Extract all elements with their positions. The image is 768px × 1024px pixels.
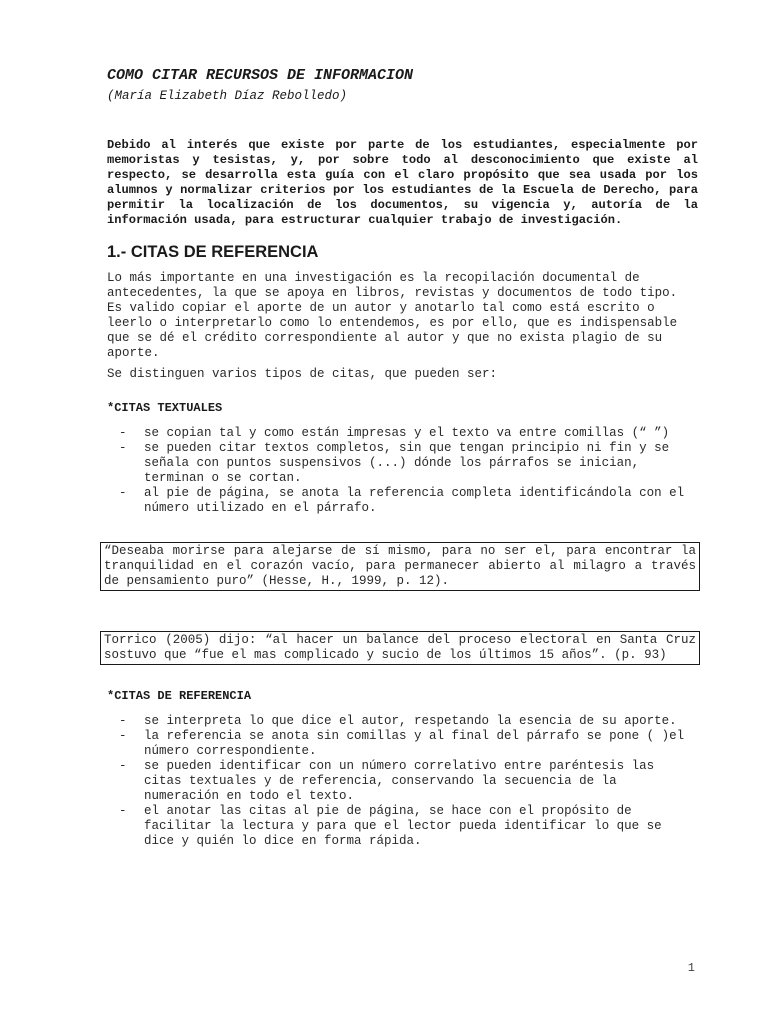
list-item: - el anotar las citas al pie de página, se hace con el propósito de facilitar la lectura y para que el lector pueda identificar lo que se dice y quién lo dice en forma rápida. [107, 804, 698, 849]
page-number: 1 [687, 961, 695, 975]
list-item: - se pueden citar textos completos, sin que tengan principio ni fin y se señala con puntos suspensivos (...) dónde los párrafos se inician, terminan o se cortan. [107, 441, 698, 486]
list-item: - al pie de página, se anota la referencia completa identificándola con el número utilizado en el párrafo. [107, 486, 698, 516]
citas-textuales-list [107, 426, 698, 516]
list-item: - se pueden identificar con un número correlativo entre paréntesis las citas textuales y de referencia, conservando la secuencia de la numeración en todo el texto. [107, 759, 698, 804]
citas-referencia-list [107, 714, 698, 849]
section-paragraph: Lo más importante en una investigación es la recopilación documental de antecedentes, la que se apoya en libros, revistas y documentos de todo tipo. Es valido copiar el aporte de un autor y anotarlo tal como está escrito o leerlo o interpretarlo como lo entendemos, es por ello, que es indispensable que se dé el crédito correspondiente al autor y que no exista plagio de su aporte. [107, 271, 678, 360]
document-title: COMO CITAR RECURSOS DE INFORMACION [107, 67, 414, 84]
subheading-citas-textuales: *CITAS TEXTUALES [107, 401, 223, 415]
list-item: - se copian tal y como están impresas y el texto va entre comillas (“ ”) [107, 426, 698, 441]
quote-box-torrico: Torrico (2005) dijo: “al hacer un balance del proceso electoral en Santa Cruz sostuvo que “fue el mas complicado y sucio de los últimos 15 años”. (p. 93) [100, 631, 700, 665]
document-page [107, 66, 698, 516]
quote-box-hesse: “Deseaba morirse para alejarse de sí mismo, para no ser el, para encontrar la tranquilidad en el corazón vacío, para permanecer abierto al milagro a través de pensamiento puro” (Hesse, H., 1999, p. 12). [100, 542, 700, 591]
list-item: - la referencia se anota sin comillas y al final del párrafo se pone ( )el número correspondiente. [107, 729, 698, 759]
document-page-continued [107, 689, 698, 849]
section-heading-citas-de-referencia: 1.- CITAS DE REFERENCIA [107, 243, 319, 261]
subheading-citas-de-referencia: *CITAS DE REFERENCIA [107, 689, 252, 703]
document-author: (María Elizabeth Díaz Rebolledo) [107, 89, 348, 103]
intro-paragraph: Debido al interés que existe por parte de los estudiantes, especialmente por memoristas y tesistas, y, por sobre todo al desconocimiento que existe al respecto, se desarrolla esta guía con el claro propósito que sea usada por los alumnos y normalizar criterios por los estudiantes de la Escuela de Derecho, para permitir la localización de los documentos, su vigencia y, autoría de la información usada, para estructurar cualquier trabajo de investigación. [107, 138, 698, 227]
list-item: - se interpreta lo que dice el autor, respetando la esencia de su aporte. [107, 714, 698, 729]
section-paragraph: Se distinguen varios tipos de citas, que pueden ser: [107, 367, 498, 381]
